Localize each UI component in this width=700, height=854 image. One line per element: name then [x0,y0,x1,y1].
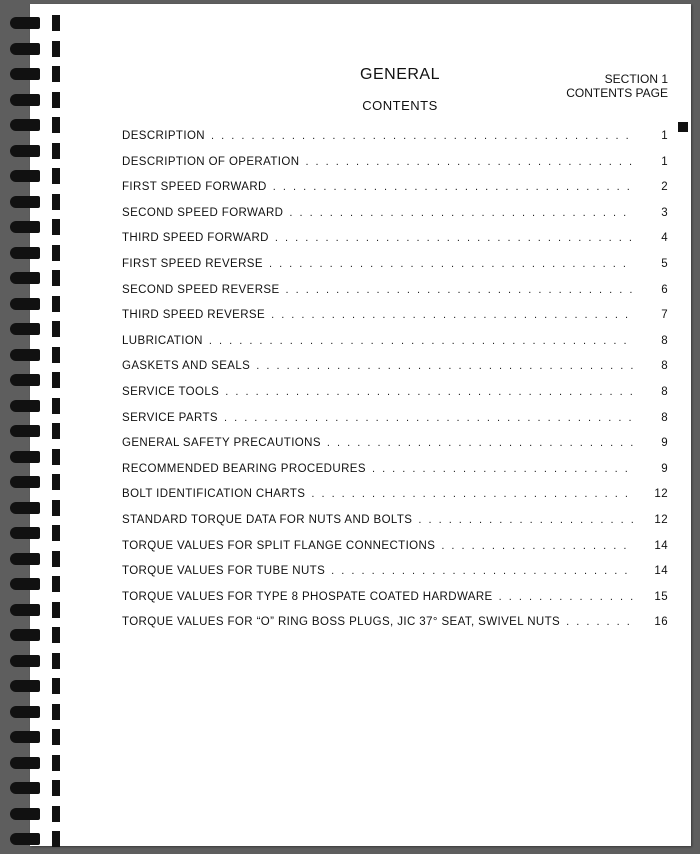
toc-item [122,335,668,361]
binding-coil [10,575,66,593]
toc-item [122,207,668,233]
toc-item [122,360,668,386]
toc-item [122,258,668,284]
toc-item [122,412,668,438]
toc-item [122,514,668,540]
binding-coil [10,14,66,32]
dot-leader [273,181,634,193]
dot-leader [372,463,634,475]
toc-page-number: 15 [654,590,668,603]
toc-item [122,616,668,642]
binding-coil [10,601,66,619]
dot-leader [499,591,634,603]
dot-leader [418,514,634,526]
toc-label: SERVICE TOOLS [122,385,220,398]
binding-coil [10,754,66,772]
binding-coil [10,524,66,542]
toc-label: LUBRICATION [122,334,203,347]
dot-leader [566,616,634,628]
toc-page-number: 4 [661,232,668,245]
dot-leader [286,284,634,296]
toc-page-number: 5 [661,257,668,270]
spiral-binding-icon [6,4,66,850]
dot-leader [271,309,634,321]
toc-label: STANDARD TORQUE DATA FOR NUTS AND BOLTS [122,513,413,526]
binding-coil [10,677,66,695]
toc-page-number: 16 [654,616,668,629]
toc-label: SECOND SPEED REVERSE [122,283,280,296]
toc-page-number: 12 [654,513,668,526]
toc-item [122,565,668,591]
binding-coil [10,320,66,338]
binding-coil [10,218,66,236]
toc-label: RECOMMENDED BEARING PROCEDURES [122,462,366,475]
binding-coil [10,473,66,491]
toc-page-number: 9 [661,437,668,450]
binding-coil [10,779,66,797]
toc-item [122,386,668,412]
toc-label: THIRD SPEED FORWARD [122,232,269,245]
toc-item [122,130,668,156]
toc-item [122,181,668,207]
toc-item [122,591,668,617]
toc-label: GASKETS AND SEALS [122,360,251,373]
toc-page-number: 8 [661,360,668,373]
toc-label: GENERAL SAFETY PRECAUTIONS [122,437,321,450]
toc-item [122,437,668,463]
page-subtitle: CONTENTS [362,98,438,113]
section-page-type: CONTENTS PAGE [566,86,668,100]
edge-marker-icon [678,122,688,132]
toc-item [122,232,668,258]
toc-item [122,156,668,182]
table-of-contents [122,130,668,642]
binding-coil [10,244,66,262]
section-label [550,72,668,100]
toc-page-number: 14 [654,565,668,578]
dot-leader [211,130,634,142]
toc-page-number: 1 [661,130,668,142]
dot-leader [275,232,634,244]
dot-leader [311,488,634,500]
dot-leader [269,258,634,270]
binding-coil [10,499,66,517]
toc-label: SECOND SPEED FORWARD [122,206,284,219]
toc-item [122,488,668,514]
toc-page-number: 9 [661,462,668,475]
binding-coil [10,448,66,466]
toc-label: TORQUE VALUES FOR “O” RING BOSS PLUGS, JIC 37° SEAT, SWIVEL NUTS [122,616,561,629]
binding-coil [10,830,66,848]
toc-label: DESCRIPTION OF OPERATION [122,155,300,168]
dot-leader [256,360,634,372]
toc-page-number: 8 [661,334,668,347]
toc-page-number: 12 [654,488,668,501]
dot-leader [305,156,634,168]
toc-page-number: 14 [654,539,668,552]
dot-leader [224,412,634,424]
toc-page-number: 8 [661,411,668,424]
toc-label: FIRST SPEED FORWARD [122,181,267,194]
toc-label: TORQUE VALUES FOR SPLIT FLANGE CONNECTIONS [122,539,436,552]
toc-item [122,540,668,566]
binding-coil [10,193,66,211]
toc-item [122,463,668,489]
binding-coil [10,703,66,721]
toc-label: TORQUE VALUES FOR TYPE 8 PHOSPATE COATED HARDWARE [122,590,493,603]
toc-page-number: 3 [661,206,668,219]
binding-coil [10,40,66,58]
binding-coil [10,397,66,415]
dot-leader [327,437,634,449]
toc-page-number: 6 [661,283,668,296]
dot-leader [441,540,634,552]
page-title: GENERAL [360,66,440,83]
binding-coil [10,142,66,160]
toc-item [122,284,668,310]
binding-coil [10,550,66,568]
binding-coil [10,295,66,313]
binding-coil [10,167,66,185]
document-page [30,4,691,846]
toc-label: DESCRIPTION [122,130,205,142]
binding-coil [10,371,66,389]
dot-leader [225,386,634,398]
binding-coil [10,269,66,287]
section-number: SECTION 1 [604,72,668,86]
toc-label: SERVICE PARTS [122,411,218,424]
binding-coil [10,422,66,440]
toc-page-number: 8 [661,385,668,398]
toc-label: FIRST SPEED REVERSE [122,257,263,270]
binding-coil [10,805,66,823]
toc-page-number: 1 [661,155,668,168]
dot-leader [331,565,634,577]
toc-label: TORQUE VALUES FOR TUBE NUTS [122,565,326,578]
toc-page-number: 2 [661,181,668,194]
toc-item [122,309,668,335]
dot-leader [289,207,634,219]
toc-label: THIRD SPEED REVERSE [122,309,266,322]
binding-coil [10,626,66,644]
binding-coil [10,346,66,364]
toc-label: BOLT IDENTIFICATION CHARTS [122,488,306,501]
binding-coil [10,116,66,134]
toc-page-number: 7 [661,309,668,322]
binding-coil [10,728,66,746]
dot-leader [209,335,634,347]
binding-coil [10,91,66,109]
binding-coil [10,652,66,670]
binding-coil [10,65,66,83]
